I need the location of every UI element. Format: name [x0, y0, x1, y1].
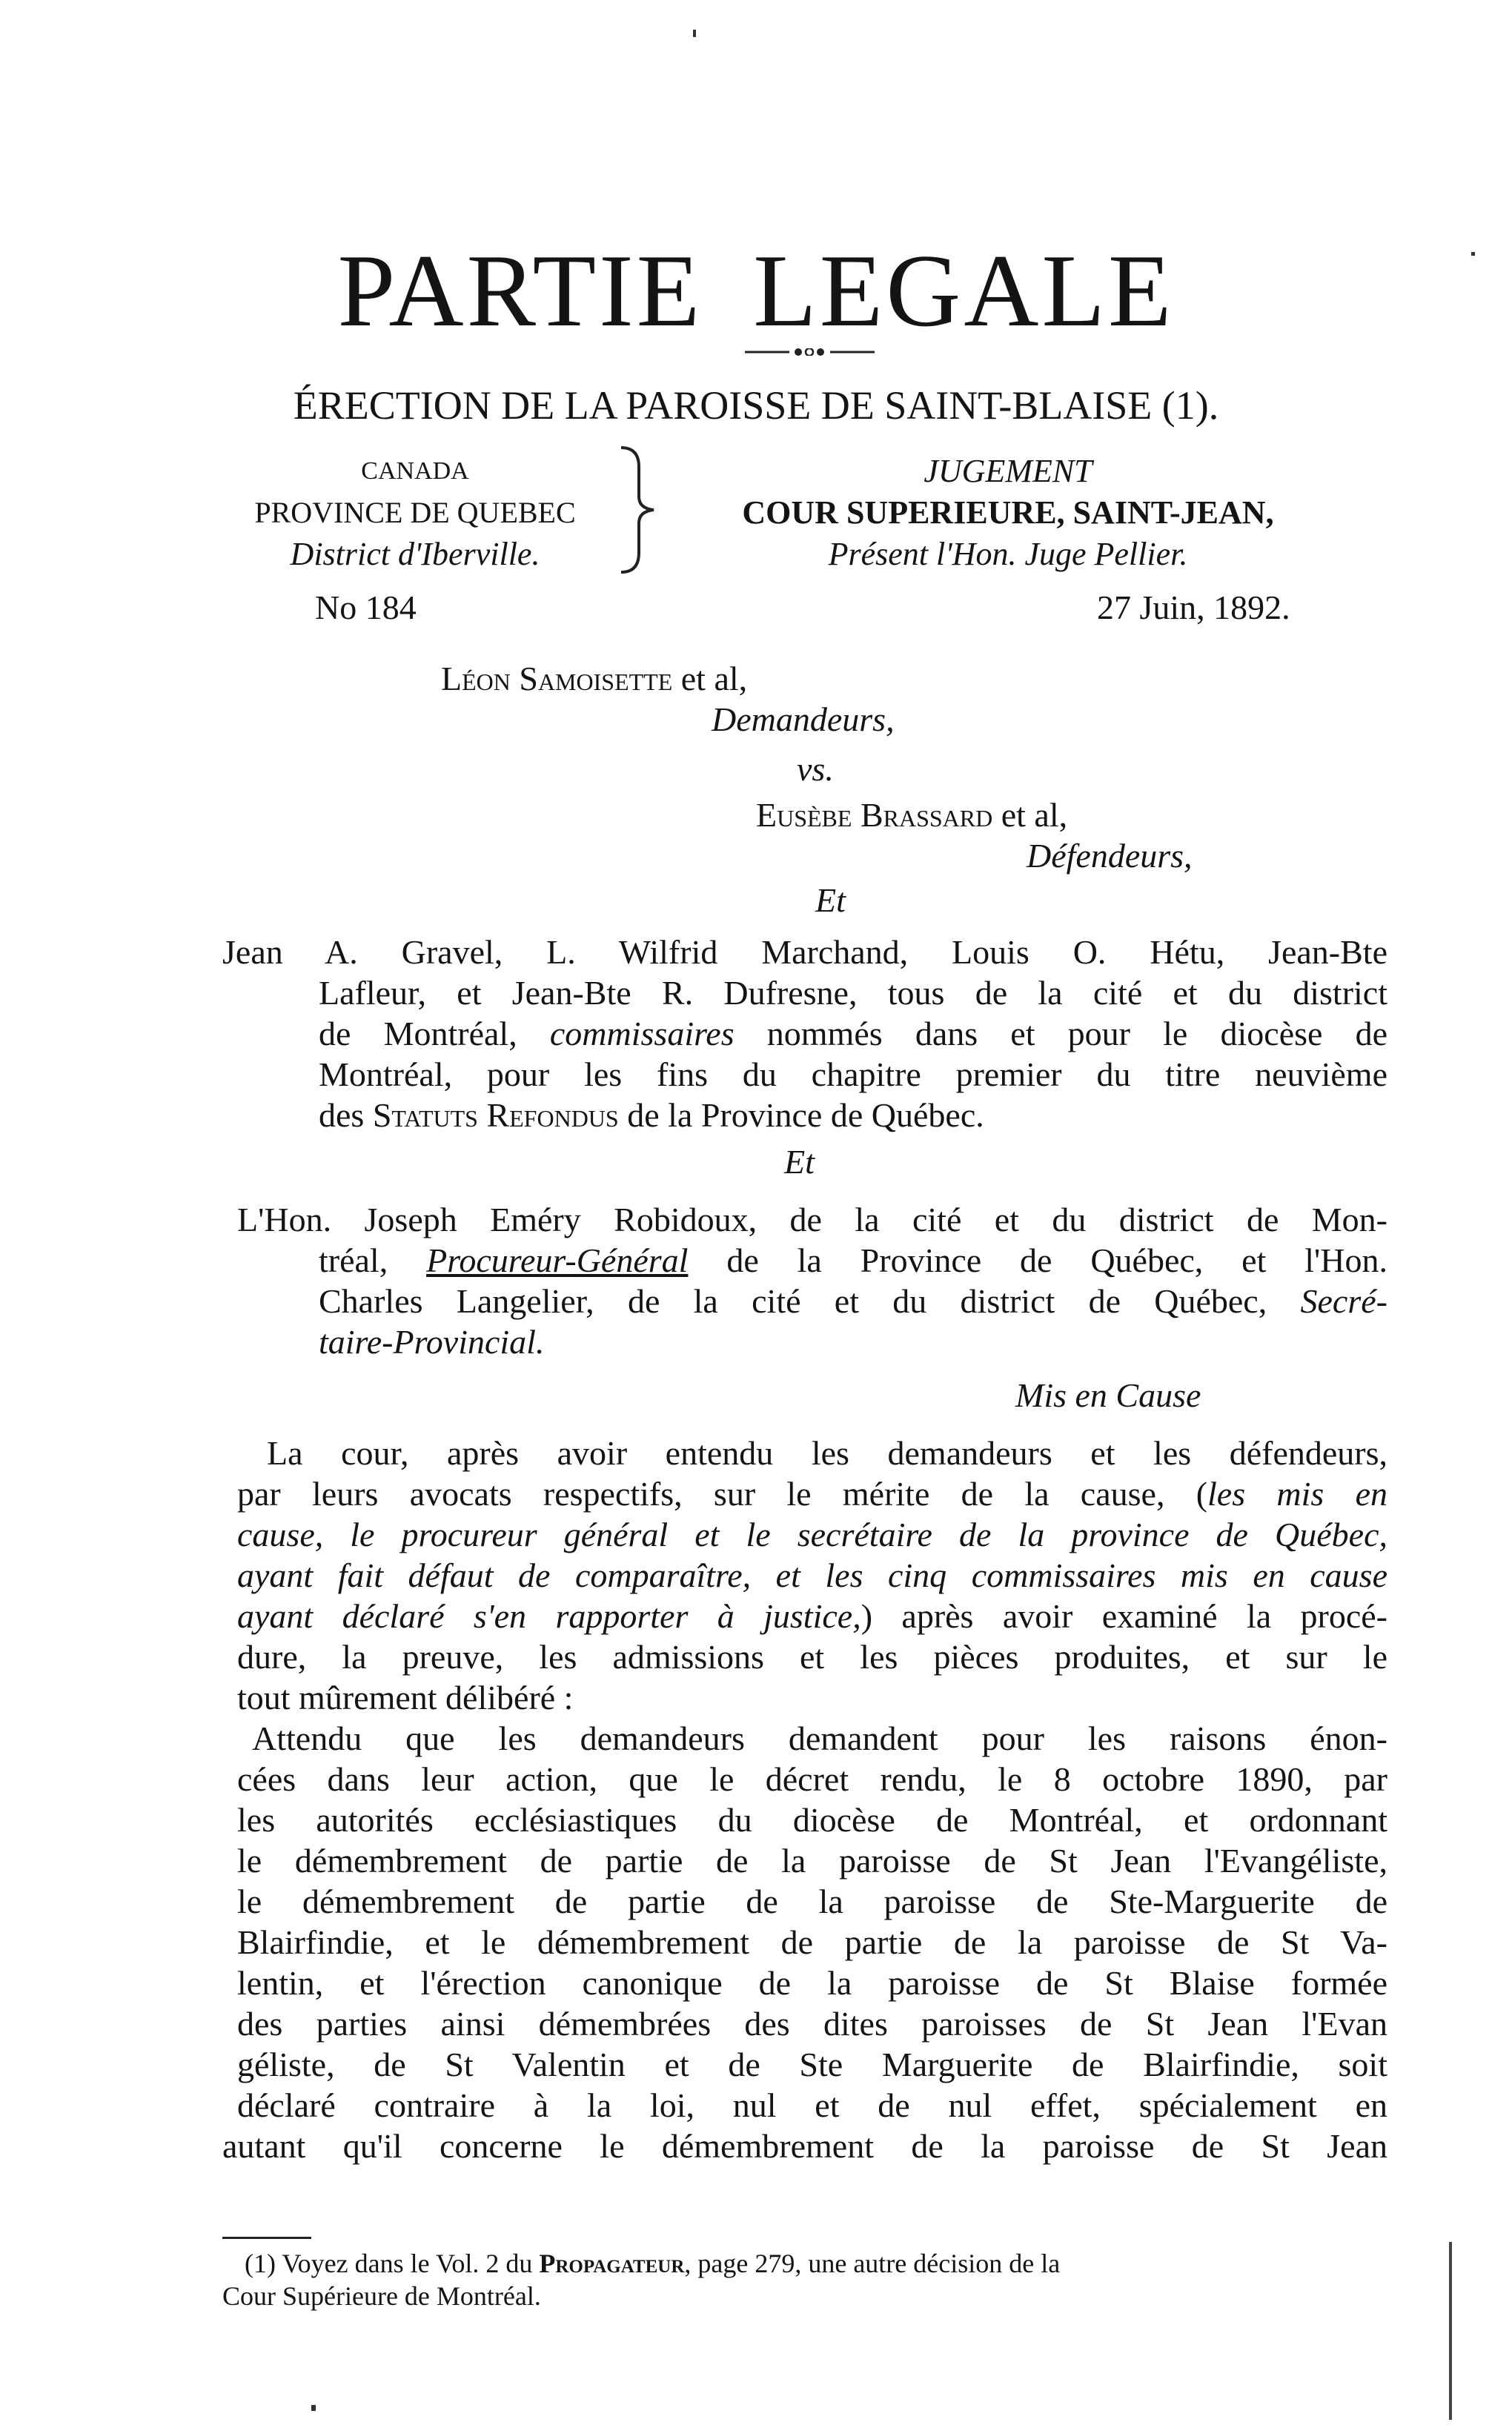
body-line: tout mûrement délibéré : — [237, 1679, 574, 1716]
body-line: des parties ainsi démembrées des dites paroisses de St Jean l'Evan — [237, 2005, 1387, 2043]
body-line: déclaré contraire à la loi, nul et de nul effet, spécialement en — [237, 2086, 1387, 2124]
body-line: les autorités ecclésiastiques du diocèse de Montréal, et ordonnant — [237, 1801, 1387, 1839]
officials-line: L'Hon. Joseph Eméry Robidoux, de la cité et du district de Mon- — [237, 1201, 1387, 1238]
section-subtitle: ÉRECTION DE LA PAROISSE DE SAINT-BLAISE (1). — [293, 383, 1219, 428]
officials-line: tréal, Procureur-Général de la Province de Québec, et l'Hon. — [319, 1241, 1388, 1279]
court-name: COUR SUPERIEURE, SAINT-JEAN, — [742, 494, 1274, 531]
officials-line: Charles Langelier, de la cité et du district de Québec, Secré- — [319, 1282, 1387, 1320]
margin-mark — [1449, 2242, 1452, 2420]
body-line: La cour, après avoir entendu les demandeurs et les défendeurs, — [267, 1434, 1387, 1472]
body-line: cées dans leur action, que le décret rendu, le 8 octobre 1890, par — [237, 1760, 1387, 1798]
court-block — [686, 451, 1330, 575]
body-line: autant qu'il concerne le démembrement de la paroisse de St Jean — [222, 2127, 1387, 2165]
defendant-role: Défendeurs, — [1027, 837, 1193, 875]
commissioners-line: des Statuts Refondus de la Province de Québec. — [319, 1096, 984, 1134]
body-line: lentin, et l'érection canonique de la paroisse de St Blaise formée — [237, 1964, 1387, 2002]
commissioners-line: Lafleur, et Jean-Bte R. Dufresne, tous de la cité et du district — [319, 974, 1387, 1012]
footnote-rule — [222, 2237, 311, 2239]
body-line: par leurs avocats respectifs, sur le mérite de la cause, (les mis en — [237, 1475, 1387, 1513]
presiding-judge: Présent l'Hon. Juge Pellier. — [828, 536, 1188, 572]
body-line: Attendu que les demandeurs demandent pour les raisons énon- — [252, 1719, 1387, 1757]
commissioners-line: de Montréal, commissaires nommés dans et pour le diocèse de — [319, 1015, 1388, 1052]
body-line: Blairfindie, et le démembrement de partie de la paroisse de St Va- — [237, 1923, 1387, 1961]
jurisdiction-block — [208, 451, 623, 575]
body-line: ayant déclaré s'en rapporter à justice,) après avoir examiné la procé- — [237, 1597, 1388, 1635]
and-connector-2: Et — [784, 1143, 815, 1181]
defendant-name: Eusèbe Brassard — [756, 796, 993, 834]
scan-speck — [311, 2405, 316, 2411]
versus: vs. — [797, 750, 834, 788]
mis-en-cause-label: Mis en Cause — [1015, 1376, 1201, 1414]
jurisdiction-district: District d'Iberville. — [290, 536, 540, 572]
plaintiff-line — [441, 658, 747, 700]
judgment-label: JUGEMENT — [924, 453, 1092, 489]
defendant-suffix: et al, — [1001, 796, 1068, 834]
title-part-2: LEGALE — [753, 233, 1175, 348]
scan-speck — [1471, 252, 1475, 256]
page-title — [0, 233, 1512, 348]
title-part-1: PARTIE — [337, 233, 703, 348]
body-line: le démembrement de partie de la paroisse de Ste-Marguerite de — [237, 1882, 1387, 1920]
body-line: géliste, de St Valentin et de Ste Marguerite de Blairfindie, soit — [237, 2046, 1387, 2083]
footnote-line: (1) Voyez dans le Vol. 2 du Propagateur, page 279, une autre décision de la — [245, 2249, 1061, 2278]
body-line: le démembrement de partie de la paroisse de St Jean l'Evangéliste, — [237, 1842, 1387, 1880]
plaintiff-role: Demandeurs, — [712, 700, 895, 738]
case-number: No 184 — [315, 588, 417, 626]
commissioners-line: Jean A. Gravel, L. Wilfrid Marchand, Louis O. Hétu, Jean-Bte — [222, 933, 1387, 971]
jurisdiction-province: PROVINCE DE QUEBEC — [254, 496, 576, 529]
plaintiff-suffix: et al, — [680, 660, 748, 697]
defendant-line — [756, 794, 1067, 836]
scan-speck — [693, 30, 696, 37]
caption-brace — [615, 445, 660, 574]
and-connector-1: Et — [815, 881, 846, 919]
body-line: cause, le procureur général et le secrétaire de la province de Québec, — [237, 1516, 1387, 1553]
body-line: dure, la preuve, les admissions et les pièces produites, et sur le — [237, 1638, 1387, 1676]
title-ornament — [745, 348, 875, 356]
officials-line: taire-Provincial. — [319, 1323, 545, 1361]
body-line: ayant fait défaut de comparaître, et les cinq commissaires mis en cause — [237, 1556, 1387, 1594]
footnote-line: Cour Supérieure de Montréal. — [222, 2281, 541, 2311]
jurisdiction-country: CANADA — [361, 457, 469, 485]
judgment-date: 27 Juin, 1892. — [1097, 588, 1290, 626]
commissioners-line: Montréal, pour les fins du chapitre premier du titre neuvième — [319, 1055, 1387, 1093]
plaintiff-name: Léon Samoisette — [441, 660, 673, 697]
